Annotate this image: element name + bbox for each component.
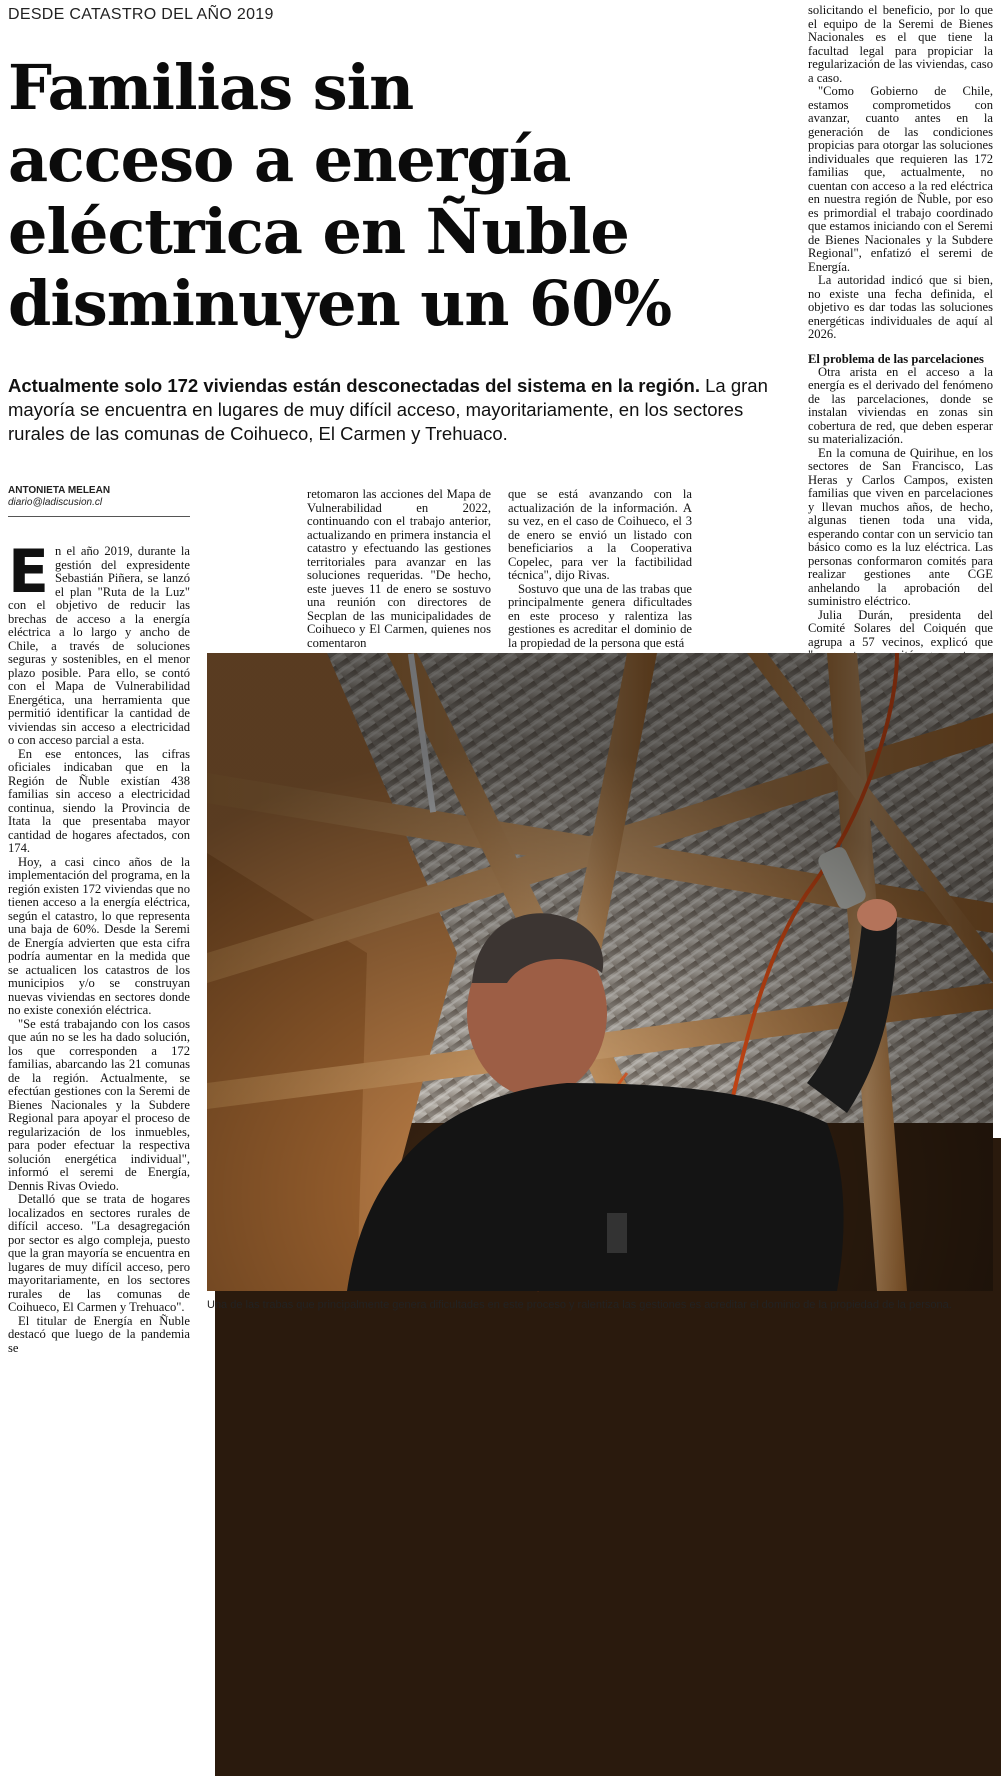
lede-bold: Actualmente solo 172 viviendas están desconectadas del sistema en la región. (8, 375, 700, 396)
headline-line-3: eléctrica en Ñuble (8, 195, 629, 268)
lede-rest: La gran mayoría se encuentra en lugares de muy difícil acceso, mayoritariamente, en los sectores rurales de las comunas de Coihueco, El Carmen y Trehuaco. (8, 375, 768, 444)
photo-caption: Una de las trabas que principalmente genera dificultades en este proceso y ralentiza las gestiones es acreditar el dominio de la propiedad de la persona. (207, 1299, 952, 1311)
subheading: El problema de las parcelaciones (808, 351, 984, 366)
paragraph: El titular de Energía en Ñuble destacó que luego de la pandemia se (8, 1313, 190, 1355)
paragraph: que se está avanzando con la actualización de la información. A su vez, en el caso de Coihueco, el 3 de enero se envió un listado con beneficiarios a la Cooperativa Copelec, para ver la factibilidad técnica", dijo Rivas. (508, 487, 692, 582)
paragraph: solicitando el beneficio, por lo que el equipo de la Seremi de Bienes Nacionales es el que tiene la facultad legal para propiciar la regularización de las viviendas, caso a caso. (808, 3, 993, 85)
paragraph: "Se está trabajando con los casos que aún no se les ha dado solución, los que corresponden a 172 familias, abarcando las 21 comunas de la región. Actualmente, se efectúan gestiones con la Seremi de Bienes Nacionales y la Subdere Regional para apoyar el proceso de regularización de los inmuebles, para poder efectuar la respectiva solución energética individual", informó el seremi de Energía, Dennis Rivas Oviedo. (8, 1016, 190, 1193)
paragraph: Julia Durán, presidenta del Comité Solares del Coiquén que agrupa a 57 vecinos, explicó que (808, 607, 993, 649)
byline (8, 485, 190, 517)
article-column-3 (508, 488, 692, 650)
drop-cap: E (8, 537, 49, 607)
photo-illustration (207, 653, 993, 1291)
paragraph: Sostuvo que una de las trabas que principalmente genera dificultades en este proceso y ralentiza las gestiones es acreditar el dominio de la propiedad de la persona que está (508, 581, 692, 650)
paragraph: Detalló que se trata de hogares localizados en sectores rurales de difícil acceso. "La desagregación por sector es algo compleja, puesto que la gran mayoría se encuentra en lugares de muy difícil acceso, pero mayoritariamente, en los sectores rurales de las comunas de Coihueco, El Carmen y Trehuaco". (8, 1192, 190, 1314)
article-column-2 (307, 488, 491, 650)
article-photo (207, 653, 993, 1291)
paragraph: Hoy, a casi cinco años de la implementación del programa, en la región existen 172 viviendas que no tienen acceso a la energía eléctrica, según el catastro, lo que representa una baja de 60%. Desde la Seremi de Energía advierten que esta cifra podría aumentar en la medida que se actualicen los catastros de los municipios y/o se construyan nuevas viviendas en sectores donde no existe conexión eléctrica. (8, 854, 190, 1017)
lede (8, 374, 788, 446)
section-kicker: DESDE CATASTRO DEL AÑO 2019 (8, 6, 274, 23)
headline-line-4: disminuyen un 60% (8, 267, 672, 340)
paragraph: "Como Gobierno de Chile, estamos comprometidos con avanzar, cuanto antes en la generación de las condiciones propicias para otorgar las soluciones individuales que requieren las 172 familias que, actualmente, no cuentan con acceso a la red eléctrica en nuestra región de Ñuble, por eso es primordial el trabajo coordinado que estamos iniciando con el Seremi de Bienes Nacionales y la Subdere Regional", enfatizó el seremi de Energía. (808, 84, 993, 274)
headline-line-1: Familias sin (8, 51, 414, 124)
paragraph: retomaron las acciones del Mapa de Vulnerabilidad en 2022, continuando con el trabajo anterior, actualizando en primera instancia el catastro y efectuando las gestiones territoriales para avanzar en las soluciones requeridas. "De hecho, este jueves 11 de enero se sostuvo una reunión con directores de Secplan de las municipalidades de Coihueco y El Carmen, quienes nos comentaron (307, 487, 491, 650)
paragraph: Otra arista en el acceso a la energía es el derivado del fenómeno de las parcelaciones, donde se instalan viviendas en zonas sin cobertura de red, que deben esperar su materialización. (808, 364, 993, 446)
headline (8, 52, 788, 340)
paragraph: En la comuna de Quirihue, en los sectores de San Francisco, Las Heras y Carlos Campos, existen familias que viven en parcelaciones y llevan muchos años, de hecho, algunas tienen toda una vida, esperando contar con un servicio tan básico como es la luz eléctrica. Las personas conformaron comités para realizar gestiones ante CGE anhelando la aprobación del suministro eléctrico. (808, 445, 993, 608)
byline-email: diario@ladiscusion.cl (8, 497, 103, 508)
byline-author: ANTONIETA MELEAN (8, 485, 111, 496)
paragraph: En el año 2019, durante la gestión del expresidente Sebastián Piñera, se lanzó el plan "Ruta de la Luz" con el objetivo de reducir las brechas de acceso a la energía eléctrica a lo largo y ancho de Chile, a través de soluciones seguras y sostenibles, en el menor plazo posible. Para ello, se contó con el Mapa de Vulnerabilidad Energética, una herramienta que permitió identificar la cantidad de viviendas sin acceso a electricidad o con acceso parcial a esta. (8, 537, 190, 747)
paragraph: En ese entonces, las cifras oficiales indicaban que en la Región de Ñuble existían 438 familias sin acceso a electricidad continua, siendo la Provincia de Itata la que presentaba mayor cantidad de hogares afectados, con 174. (8, 746, 190, 855)
paragraph: La autoridad indicó que si bien, no existe una fecha definida, el objetivo es dar todas las soluciones energéticas individuales de aquí al 2026. (808, 273, 993, 341)
headline-line-2: acceso a energía (8, 123, 571, 196)
article-column-4 (808, 4, 993, 690)
article-column-1 (8, 537, 190, 1355)
